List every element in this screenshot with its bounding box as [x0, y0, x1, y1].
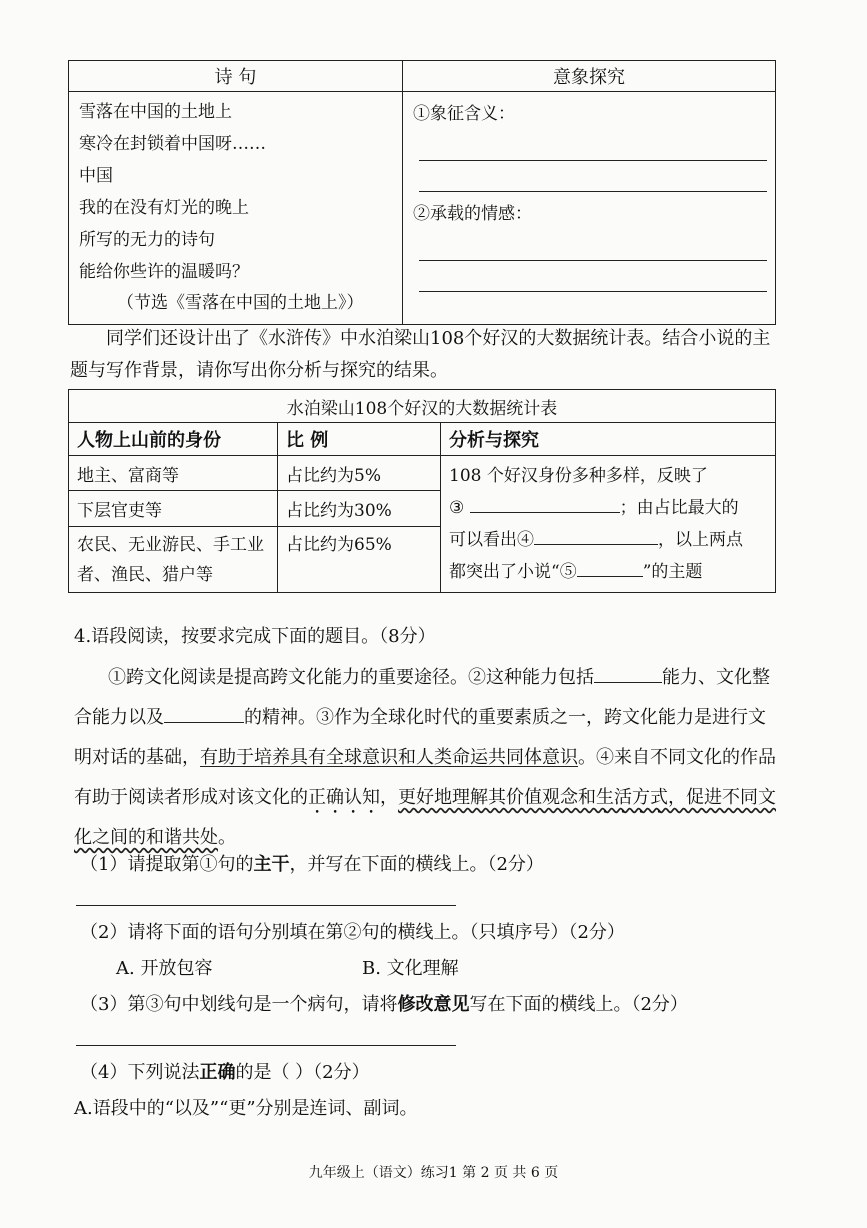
answer-line-3[interactable] [76, 1044, 456, 1046]
poem-source: （节选《雪落在中国的土地上》） [117, 293, 364, 313]
analysis-line [449, 524, 767, 556]
analysis-line [449, 556, 767, 588]
circled-3: ③ [449, 498, 465, 518]
poem-line: 我的在没有灯光的晚上 [79, 198, 249, 218]
dotted-words: 正确认知 [308, 787, 380, 808]
q-text: 写在下面的横线上。（2分） [469, 994, 688, 1015]
identity-cell: 农民、无业游民、手工业者、渔民、猎户等 [69, 526, 278, 592]
poem-table [68, 60, 776, 325]
analysis-line [449, 492, 767, 524]
symbolic-meaning-label: ①象征含义： [413, 104, 515, 124]
wavy-underlined-text: 更好地理解其价值观念和 [398, 787, 596, 808]
page-footer: 九年级上（语文）练习1 第 2 页 共 6 页 [308, 1165, 559, 1181]
stats-table-caption: 水泊梁山108个好汉的大数据统计表 [69, 390, 776, 423]
q-text: 的是（ ）（2分） [235, 1062, 370, 1083]
dotted-words: 生活方式 [596, 787, 668, 808]
q-text: ，并写在下面的横线上。（2分） [289, 854, 544, 875]
choice-a: A.语段中的“以及”“更”分别是连词、副词。 [74, 1098, 418, 1119]
q-bold: 修改意见 [397, 994, 470, 1015]
passage [74, 658, 778, 858]
answer-blank-5[interactable] [577, 556, 643, 577]
poem-line: 能给你些许的温暖吗？ [79, 262, 249, 282]
table-row [69, 456, 776, 491]
analysis-text: ；由占比最大的 [619, 498, 739, 518]
answer-blank[interactable] [419, 230, 767, 261]
poem-line: 雪落在中国的土地上 [79, 102, 232, 122]
analysis-text: ”的主题 [642, 562, 703, 582]
analysis-text: 都突出了小说“⑤ [449, 562, 577, 582]
analysis-line: 108 个好汉身份多种多样，反映了 [449, 466, 708, 486]
ratio-cell: 占比约为5% [278, 456, 441, 491]
poem-cell [69, 92, 403, 325]
emotion-label: ②承载的情感： [413, 204, 532, 224]
analysis-cell [441, 456, 776, 593]
ratio-cell: 占比约为65% [278, 526, 441, 592]
poem-line: 所写的无力的诗句 [79, 230, 215, 250]
identity-cell: 下层官吏等 [69, 491, 278, 526]
q-text: （3）第③句中划线句是一个病句，请将 [80, 994, 398, 1015]
col-header-identity: 人物上山前的身份 [69, 423, 278, 456]
answer-blank[interactable] [419, 261, 767, 292]
q-bold: 主干 [253, 854, 290, 875]
passage-blank-1[interactable] [594, 660, 662, 683]
q-text: （1）请提取第①句的 [80, 854, 254, 875]
sub-question-3 [80, 990, 688, 1016]
imagery-cell [403, 92, 776, 325]
question-4-title: 4.语段阅读，按要求完成下面的题目。（8分） [74, 626, 436, 647]
passage-text: 能力、文化整合能力以及 [74, 667, 770, 728]
sub-question-1 [80, 850, 544, 876]
passage-text: 的精神。③作为全球化时代的重要素质之一，跨文化能力是进行文明对话的基础， [74, 707, 766, 768]
answer-blank[interactable] [419, 130, 767, 161]
q-text: （4）下列说法 [80, 1062, 200, 1083]
sub-question-2: （2）请将下面的语句分别填在第②句的横线上。（只填序号）（2分） [80, 922, 625, 943]
poem-header: 诗 句 [69, 61, 403, 92]
col-header-analysis: 分析与探究 [441, 423, 776, 456]
option-a: A. 开放包容 [116, 958, 213, 979]
identity-cell: 地主、富商等 [69, 456, 278, 491]
passage-text: ①跨文化阅读是提高跨文化能力的重要途径。②这种能力包括 [108, 667, 594, 688]
poem-line: 寒冷在封锁着中国呀…… [79, 134, 266, 154]
ratio-cell: 占比约为30% [278, 491, 441, 526]
poem-line: 中国 [79, 166, 113, 186]
wavy-underlined-text: ，促进不同文化之间的和谐共处 [74, 787, 776, 848]
passage-text: 。④来自不同文化的作品有助于阅读者形成对该文化的 [74, 747, 776, 808]
analysis-text: 可以看出④ [449, 530, 534, 550]
passage-blank-2[interactable] [164, 700, 244, 723]
answer-blank-3[interactable] [470, 492, 620, 513]
answer-line-1[interactable] [76, 904, 456, 906]
imagery-header: 意象探究 [403, 61, 776, 92]
underlined-sentence: 有助于培养具有全球意识和人类命运共同体意识 [200, 747, 578, 768]
answer-blank[interactable] [419, 161, 767, 192]
intro-paragraph: 同学们还设计出了《水浒传》中水泊梁山108个好汉的大数据统计表。结合小说的主题与写作背景，请你写出你分析与探究的结果。 [70, 328, 771, 381]
sub-question-4 [80, 1058, 370, 1084]
answer-blank-4[interactable] [534, 524, 658, 545]
passage-text: ， [380, 787, 398, 808]
option-b: B. 文化理解 [362, 958, 459, 979]
analysis-text: ，以上两点 [658, 530, 743, 550]
passage-text: 。 [218, 827, 236, 848]
col-header-ratio: 比 例 [278, 423, 441, 456]
q-bold: 正确 [199, 1062, 236, 1083]
stats-table [68, 389, 776, 593]
